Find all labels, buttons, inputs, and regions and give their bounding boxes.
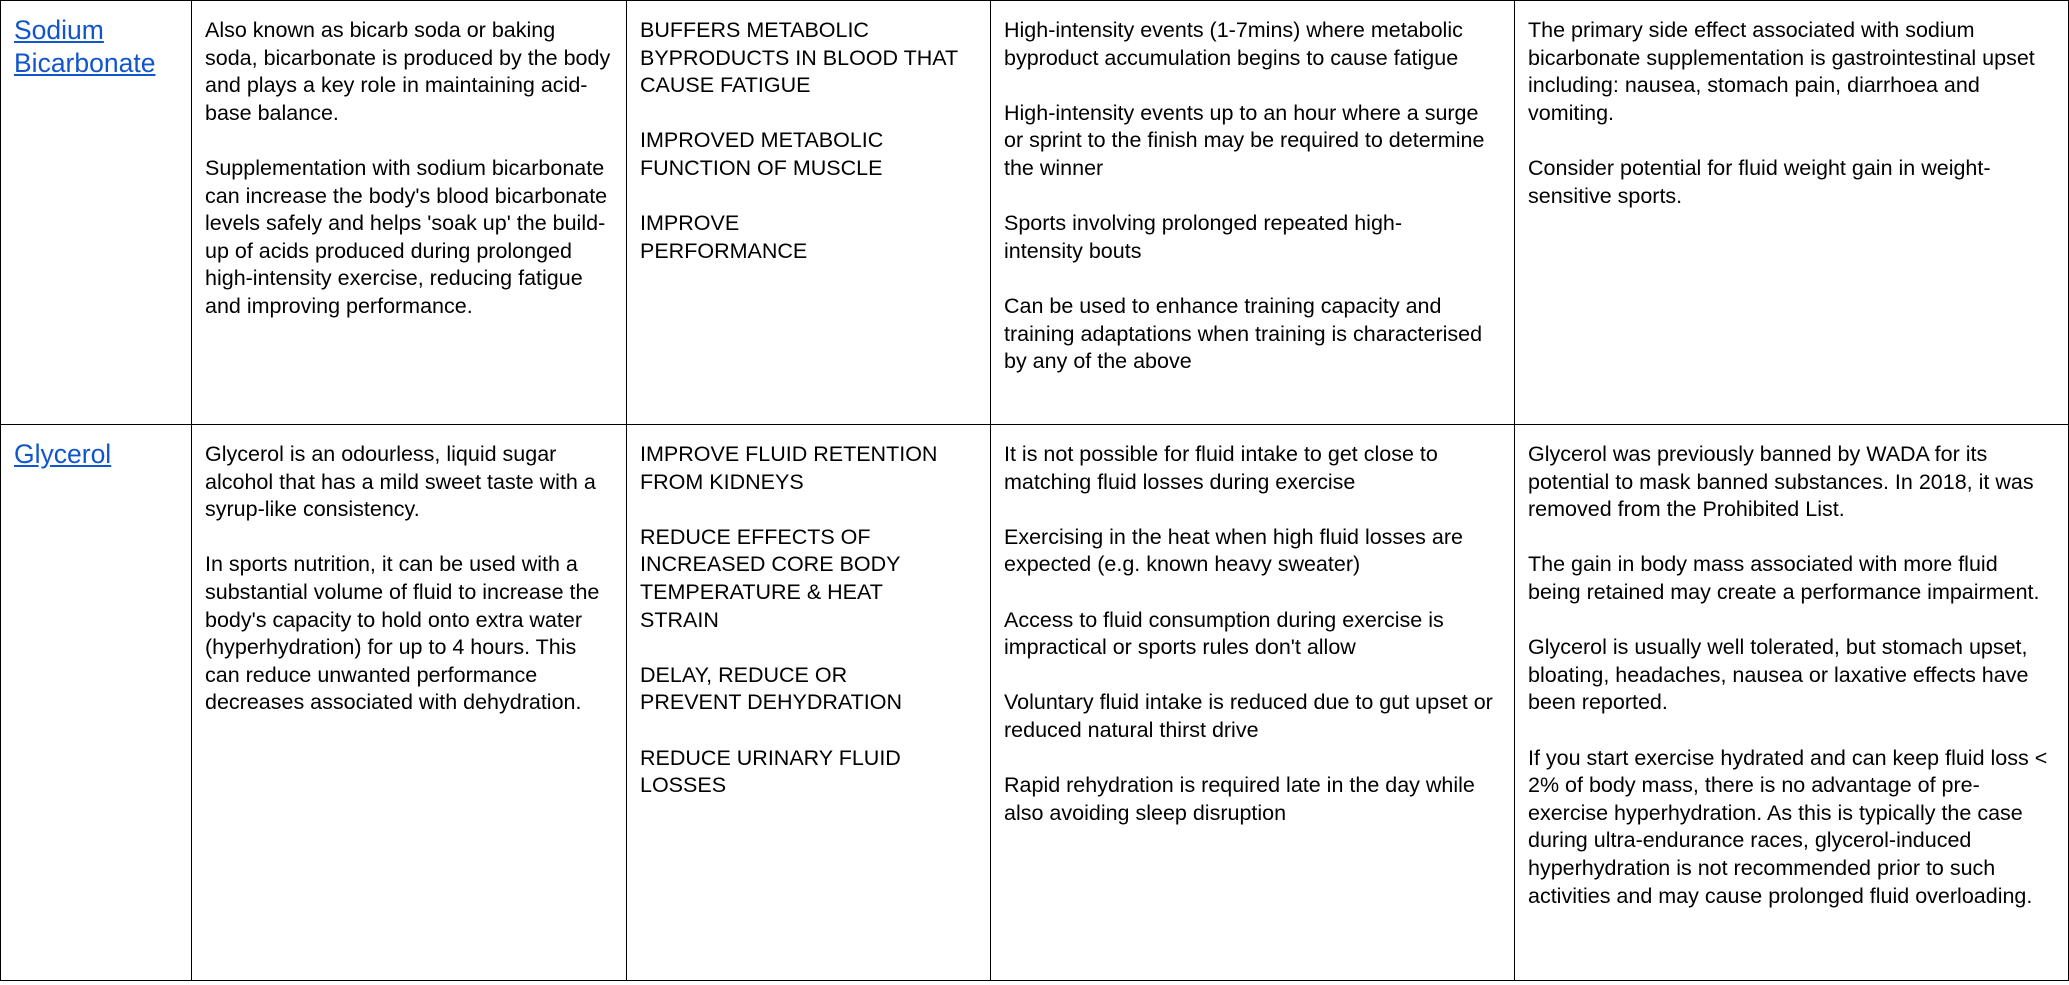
benefit-item: IMPROVE PERFORMANCE: [640, 211, 808, 263]
when-to-use-item: It is not possible for fluid intake to get close to matching fluid losses during exercise: [1004, 442, 1438, 494]
when-to-use-item: Exercising in the heat when high fluid losses are expected (e.g. known heavy sweater): [1004, 524, 1463, 577]
benefit-item: REDUCE EFFECTS OF INCREASED CORE BODY TEMPERATURE & HEAT STRAIN: [640, 524, 901, 632]
when-to-use-cell: [991, 425, 1515, 981]
description-paragraph: Also known as bicarb soda or baking soda, bicarbonate is produced by the body and plays a key role in maintaining acid-base balance.: [205, 18, 611, 125]
when-to-use-item: Can be used to enhance training capacity and training adaptations when training is characterised by any of the above: [1004, 293, 1483, 374]
consideration-item: If you start exercise hydrated and can keep fluid loss < 2% of body mass, there is no advantage of pre-exercise hyperhydration. As this is typically the case during ultra-endurance races, glycerol-induced hyperhydration is not recommended prior to such activities and may cause prolonged fluid overloading.: [1528, 745, 2048, 908]
supplement-link-sodium-bicarbonate[interactable]: Sodium Bicarbonate: [14, 15, 156, 78]
when-to-use-item: Rapid rehydration is required late in the day while also avoiding sleep disruption: [1004, 773, 1475, 825]
consideration-item: Glycerol was previously banned by WADA for its potential to mask banned substances. In 2018, it was removed from the Prohibited List.: [1528, 442, 2034, 522]
consideration-item: Glycerol is usually well tolerated, but stomach upset, bloating, headaches, nausea or laxative effects have been reported.: [1528, 635, 2029, 715]
description-cell: [192, 1, 627, 425]
description-paragraph: In sports nutrition, it can be used with a substantial volume of fluid to increase the body's capacity to hold onto extra water (hyperhydration) for up to 4 hours. This can reduce unwanted performance decreases associated with dehydration.: [205, 552, 600, 715]
benefit-item: IMPROVE FLUID RETENTION FROM KIDNEYS: [640, 442, 938, 494]
benefit-item: REDUCE URINARY FLUID LOSSES: [640, 745, 901, 798]
benefits-cell: [627, 1, 991, 425]
when-to-use-item: High-intensity events (1-7mins) where metabolic byproduct accumulation begins to cause fatigue: [1004, 18, 1463, 70]
benefit-item: DELAY, REDUCE OR PREVENT DEHYDRATION: [640, 662, 903, 715]
considerations-cell: [1515, 1, 2069, 425]
benefit-item: BUFFERS METABOLIC BYPRODUCTS IN BLOOD THAT CAUSE FATIGUE: [640, 18, 958, 98]
when-to-use-item: Sports involving prolonged repeated high-intensity bouts: [1004, 211, 1403, 263]
considerations-cell: [1515, 425, 2069, 981]
consideration-item: The gain in body mass associated with more fluid being retained may create a performance impairment.: [1528, 552, 2040, 604]
benefits-cell: [627, 425, 991, 981]
benefit-item: IMPROVED METABOLIC FUNCTION OF MUSCLE: [640, 128, 884, 180]
table-row: [1, 1, 2069, 425]
consideration-item: The primary side effect associated with sodium bicarbonate supplementation is gastrointestinal upset including: nausea, stomach pain, diarrhoea and vomiting.: [1528, 18, 2035, 125]
description-paragraph: Glycerol is an odourless, liquid sugar alcohol that has a mild sweet taste with a syrup-like consistency.: [205, 442, 596, 522]
supplement-name-cell: [1, 425, 192, 981]
description-paragraph: Supplementation with sodium bicarbonate can increase the body's blood bicarbonate levels safely and helps 'soak up' the build-up of acids produced during prolonged high-intensity exercise, reducing fatigue and improving performance.: [205, 155, 608, 318]
description-cell: [192, 425, 627, 981]
table-row: [1, 425, 2069, 981]
when-to-use-cell: [991, 1, 1515, 425]
when-to-use-item: High-intensity events up to an hour where a surge or sprint to the finish may be required to determine the winner: [1004, 100, 1485, 180]
supplement-link-glycerol[interactable]: Glycerol: [14, 439, 112, 469]
when-to-use-item: Voluntary fluid intake is reduced due to gut upset or reduced natural thirst drive: [1004, 690, 1493, 742]
consideration-item: Consider potential for fluid weight gain in weight-sensitive sports.: [1528, 155, 1991, 208]
supplement-name-cell: [1, 1, 192, 425]
when-to-use-item: Access to fluid consumption during exercise is impractical or sports rules don't allow: [1004, 607, 1444, 660]
